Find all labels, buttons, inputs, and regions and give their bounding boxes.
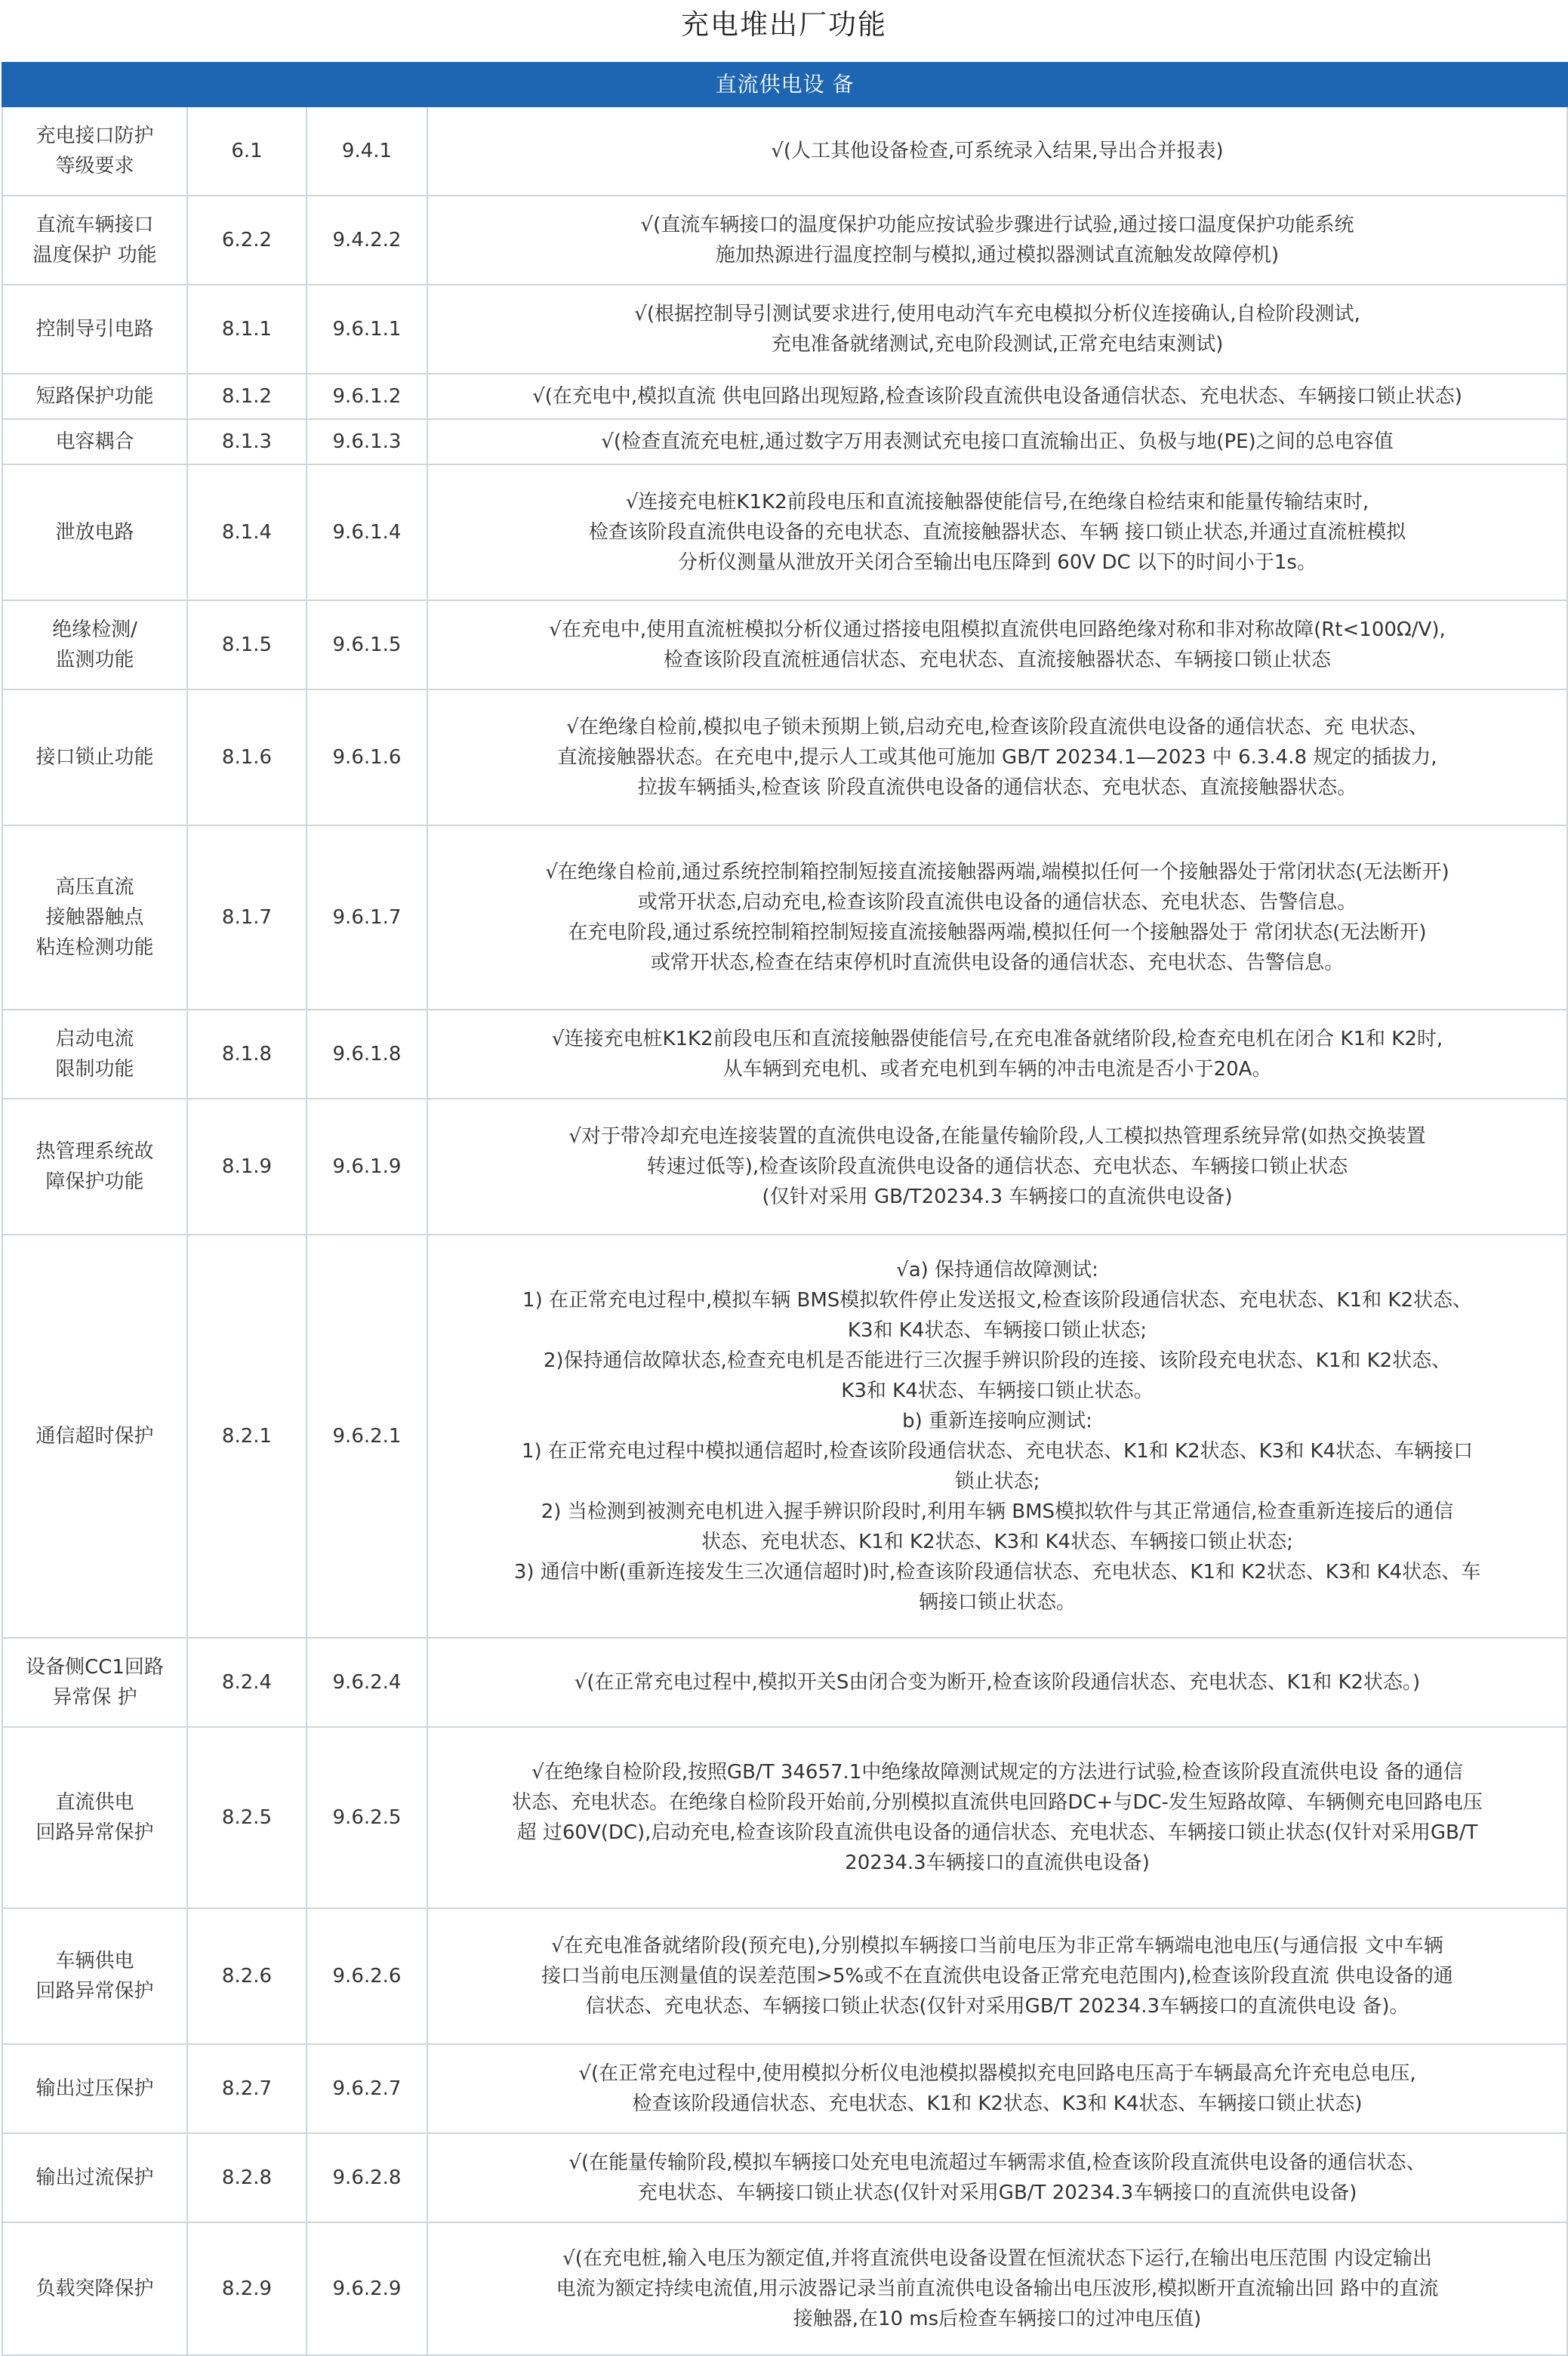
- test-description: √(在能量传输阶段,模拟车辆接口处充电电流超过车辆需求值,检查该阶段直流供电设备的通信状态、 充电状态、车辆接口锁止状态(仅针对采用GB/T 20234.3车辆接口的直流供电设备): [427, 2133, 1567, 2222]
- test-clause-number: 9.4.1: [307, 106, 427, 196]
- test-description: √在绝缘自检阶段,按照GB/T 34657.1中绝缘故障测试规定的方法进行试验,检查该阶段直流供电设 备的通信 状态、充电状态。在绝缘自检阶段开始前,分别模拟直流供电回路DC+与DC-发生短路故障、车辆侧充电回路电压 超 过60V(DC),启动充电,检查该阶段直流供电设备的通信状态、充电状态、车辆接口锁止状态(仅针对采用GB/T 20234.3车辆接口的直流供电设备): [427, 1727, 1567, 1908]
- table-row: [2, 1010, 1567, 1099]
- table-row: [2, 2044, 1567, 2133]
- factory-function-table: [2, 62, 1568, 2356]
- test-clause-number: 9.6.2.9: [307, 2222, 427, 2355]
- test-clause-number: 9.6.1.6: [307, 689, 427, 825]
- item-name: 充电接口防护 等级要求: [2, 106, 187, 196]
- test-description: √在绝缘自检前,模拟电子锁未预期上锁,启动充电,检查该阶段直流供电设备的通信状态、充 电状态、 直流接触器状态。在充电中,提示人工或其他可施加 GB/T 20234.1—2023 中 6.3.4.8 规定的插拔力, 拉拔车辆插头,检查该 阶段直流供电设备的通信状态、充电状态、直流接触器状态。: [427, 689, 1567, 825]
- clause-number: 8.2.7: [187, 2044, 307, 2133]
- test-description: √连接充电桩K1K2前段电压和直流接触器使能信号,在充电准备就绪阶段,检查充电机在闭合 K1和 K2时, 从车辆到充电机、或者充电机到车辆的冲击电流是否小于20A。: [427, 1010, 1567, 1099]
- clause-number: 6.2.2: [187, 196, 307, 285]
- item-name: 负载突降保护: [2, 2222, 187, 2355]
- section-header-row: [2, 63, 1567, 106]
- clause-number: 8.1.3: [187, 419, 307, 464]
- test-clause-number: 9.6.2.7: [307, 2044, 427, 2133]
- clause-number: 8.1.8: [187, 1010, 307, 1099]
- test-clause-number: 9.6.1.1: [307, 285, 427, 374]
- test-description: √在绝缘自检前,通过系统控制箱控制短接直流接触器两端,端模拟任何一个接触器处于常闭状态(无法断开) 或常开状态,启动充电,检查该阶段直流供电设备的通信状态、充电状态、告警信息。 在充电阶段,通过系统控制箱控制短接直流接触器两端,模拟任何一个接触器处于 常闭状态(无法断开) 或常开状态,检查在结束停机时直流供电设备的通信状态、充电状态、告警信息。: [427, 825, 1567, 1010]
- test-description: √(直流车辆接口的温度保护功能应按试验步骤进行试验,通过接口温度保护功能系统 施加热源进行温度控制与模拟,通过模拟器测试直流触发故障停机): [427, 196, 1567, 285]
- item-name: 车辆供电 回路异常保护: [2, 1908, 187, 2044]
- clause-number: 8.1.1: [187, 285, 307, 374]
- clause-number: 8.1.5: [187, 600, 307, 689]
- page-title: 充电堆出厂功能: [681, 8, 887, 41]
- item-name: 短路保护功能: [2, 374, 187, 419]
- clause-number: 8.1.7: [187, 825, 307, 1010]
- item-name: 输出过压保护: [2, 2044, 187, 2133]
- table-row: [2, 1727, 1567, 1908]
- clause-number: 8.1.9: [187, 1099, 307, 1235]
- test-clause-number: 9.6.2.4: [307, 1638, 427, 1727]
- table-row: [2, 1908, 1567, 2044]
- clause-number: 8.1.6: [187, 689, 307, 825]
- clause-number: 8.1.4: [187, 464, 307, 600]
- test-clause-number: 9.6.1.3: [307, 419, 427, 464]
- clause-number: 8.2.9: [187, 2222, 307, 2355]
- clause-number: 8.2.6: [187, 1908, 307, 2044]
- item-name: 泄放电路: [2, 464, 187, 600]
- test-clause-number: 9.6.1.7: [307, 825, 427, 1010]
- table-row: [2, 464, 1567, 600]
- table-row: [2, 285, 1567, 374]
- test-clause-number: 9.6.1.8: [307, 1010, 427, 1099]
- table-body: [2, 106, 1567, 2355]
- table-row: [2, 689, 1567, 825]
- test-description: √对于带冷却充电连接装置的直流供电设备,在能量传输阶段,人工模拟热管理系统异常(如热交换装置 转速过低等),检查该阶段直流供电设备的通信状态、充电状态、车辆接口锁止状态 (仅针对采用 GB/T20234.3 车辆接口的直流供电设备): [427, 1099, 1567, 1235]
- item-name: 控制导引电路: [2, 285, 187, 374]
- test-clause-number: 9.6.2.1: [307, 1235, 427, 1638]
- test-description: √连接充电桩K1K2前段电压和直流接触器使能信号,在绝缘自检结束和能量传输结束时, 检查该阶段直流供电设备的充电状态、直流接触器状态、车辆 接口锁止状态,并通过直流桩模拟 分析仪测量从泄放开关闭合至输出电压降到 60V DC 以下的时间小于1s。: [427, 464, 1567, 600]
- test-description: √(在充电桩,输入电压为额定值,并将直流供电设备设置在恒流状态下运行,在输出电压范围 内设定输出 电流为额定持续电流值,用示波器记录当前直流供电设备输出电压波形,模拟断开直流输出回 路中的直流 接触器,在10 ms后检查车辆接口的过冲电压值): [427, 2222, 1567, 2355]
- table-row: [2, 1638, 1567, 1727]
- table-row: [2, 1099, 1567, 1235]
- test-clause-number: 9.6.1.2: [307, 374, 427, 419]
- item-name: 启动电流 限制功能: [2, 1010, 187, 1099]
- clause-number: 8.2.8: [187, 2133, 307, 2222]
- table-row: [2, 2222, 1567, 2355]
- clause-number: 8.2.1: [187, 1235, 307, 1638]
- test-description: √(检查直流充电桩,通过数字万用表测试充电接口直流输出正、负极与地(PE)之间的总电容值: [427, 419, 1567, 464]
- clause-number: 8.1.2: [187, 374, 307, 419]
- item-name: 高压直流 接触器触点 粘连检测功能: [2, 825, 187, 1010]
- item-name: 接口锁止功能: [2, 689, 187, 825]
- item-name: 设备侧CC1回路 异常保 护: [2, 1638, 187, 1727]
- item-name: 热管理系统故 障保护功能: [2, 1099, 187, 1235]
- test-clause-number: 9.6.1.4: [307, 464, 427, 600]
- test-clause-number: 9.6.1.5: [307, 600, 427, 689]
- table-row: [2, 1235, 1567, 1638]
- item-name: 输出过流保护: [2, 2133, 187, 2222]
- test-description: √在充电准备就绪阶段(预充电),分别模拟车辆接口当前电压为非正常车辆端电池电压(与通信报 文中车辆 接口当前电压测量值的误差范围>5%或不在直流供电设备正常充电范围内),检查该阶段直流 供电设备的通 信状态、充电状态、车辆接口锁止状态(仅针对采用GB/T 20234.3车辆接口的直流供电设 备)。: [427, 1908, 1567, 2044]
- test-clause-number: 9.6.2.6: [307, 1908, 427, 2044]
- item-name: 直流供电 回路异常保护: [2, 1727, 187, 1908]
- item-name: 绝缘检测/ 监测功能: [2, 600, 187, 689]
- test-description: √(在正常充电过程中,使用模拟分析仪电池模拟器模拟充电回路电压高于车辆最高允许充电总电压, 检查该阶段通信状态、充电状态、K1和 K2状态、K3和 K4状态、车辆接口锁止状态): [427, 2044, 1567, 2133]
- table-row: [2, 600, 1567, 689]
- test-clause-number: 9.4.2.2: [307, 196, 427, 285]
- table-row: [2, 2133, 1567, 2222]
- test-clause-number: 9.6.1.9: [307, 1099, 427, 1235]
- table-row: [2, 196, 1567, 285]
- test-description: √(根据控制导引测试要求进行,使用电动汽车充电模拟分析仪连接确认,自检阶段测试, 充电准备就绪测试,充电阶段测试,正常充电结束测试): [427, 285, 1567, 374]
- item-name: 电容耦合: [2, 419, 187, 464]
- item-name: 通信超时保护: [2, 1235, 187, 1638]
- table-row: [2, 825, 1567, 1010]
- item-name: 直流车辆接口 温度保护 功能: [2, 196, 187, 285]
- test-description: √(人工其他设备检查,可系统录入结果,导出合并报表): [427, 106, 1567, 196]
- table-row: [2, 106, 1567, 196]
- clause-number: 8.2.4: [187, 1638, 307, 1727]
- test-description: √a) 保持通信故障测试: 1) 在正常充电过程中,模拟车辆 BMS模拟软件停止发送报文,检查该阶段通信状态、充电状态、K1和 K2状态、 K3和 K4状态、车辆接口锁止状态; 2)保持通信故障状态,检查充电机是否能进行三次握手辨识阶段的连接、该阶段充电状态、K1和 K2状态、 K3和 K4状态、车辆接口锁止状态。 b) 重新连接响应测试: 1) 在正常充电过程中模拟通信超时,检查该阶段通信状态、充电状态、K1和 K2状态、K3和 K4状态、车辆接口 锁止状态; 2) 当检测到被测充电机进入握手辨识阶段时,利用车辆 BMS模拟软件与其正常通信,检查重新连接后的通信 状态、充电状态、K1和 K2状态、K3和 K4状态、车辆接口锁止状态; 3) 通信中断(重新连接发生三次通信超时)时,检查该阶段通信状态、充电状态、K1和 K2状态、K3和 K4状态、车 辆接口锁止状态。: [427, 1235, 1567, 1638]
- test-clause-number: 9.6.2.8: [307, 2133, 427, 2222]
- test-description: √在充电中,使用直流桩模拟分析仪通过搭接电阻模拟直流供电回路绝缘对称和非对称故障(Rt<100Ω/V), 检查该阶段直流桩通信状态、充电状态、直流接触器状态、车辆接口锁止状态: [427, 600, 1567, 689]
- test-description: √(在正常充电过程中,模拟开关S由闭合变为断开,检查该阶段通信状态、充电状态、K1和 K2状态。): [427, 1638, 1567, 1727]
- section-header: 直流供电设 备: [2, 63, 1567, 106]
- table-row: [2, 419, 1567, 464]
- clause-number: 6.1: [187, 106, 307, 196]
- clause-number: 8.2.5: [187, 1727, 307, 1908]
- test-description: √(在充电中,模拟直流 供电回路出现短路,检查该阶段直流供电设备通信状态、充电状态、车辆接口锁止状态): [427, 374, 1567, 419]
- test-clause-number: 9.6.2.5: [307, 1727, 427, 1908]
- table-row: [2, 374, 1567, 419]
